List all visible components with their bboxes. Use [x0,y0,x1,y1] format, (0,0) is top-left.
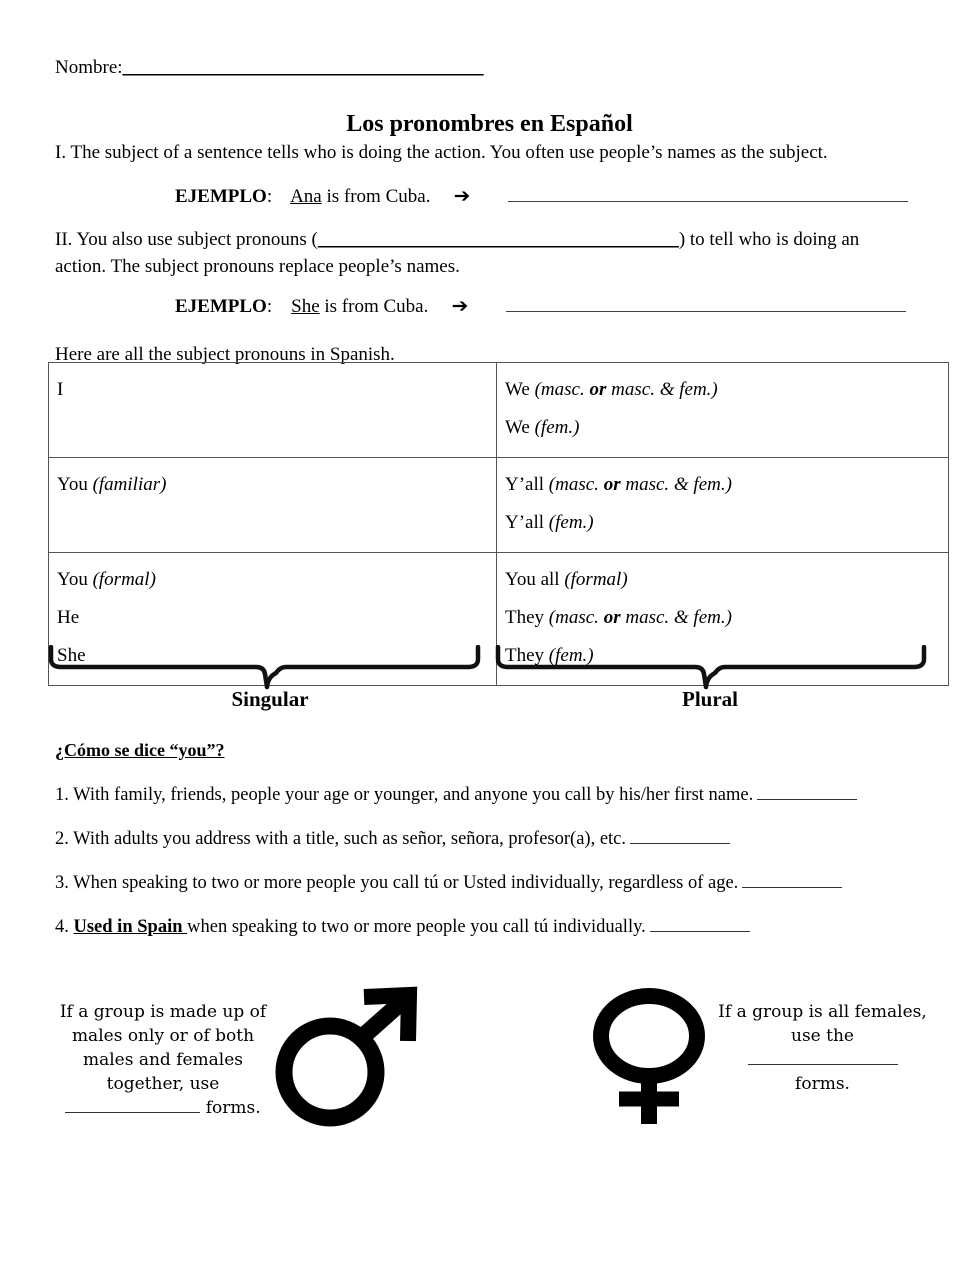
example-2-subject: She [291,296,320,317]
arrow-right-icon: ➔ [451,295,469,317]
table-cell-singular [49,363,497,458]
example-1-rest: is from Cuba. [321,186,431,207]
male-note-line-5: forms. [200,1098,261,1118]
pronoun-entry: You (familiar) [57,474,167,495]
list-item-answer-blank[interactable] [757,784,857,800]
pronoun-entry: We (masc. or masc. & fem.) [505,379,718,400]
paragraph-2-before: II. You also use subject pronouns ( [55,229,318,250]
group-braces [48,645,930,690]
list-item-number: 2. [55,829,74,849]
section-heading-como-se-dice: ¿Cómo se dice “you”? [55,740,225,760]
arrow-right-icon: ➔ [453,185,471,207]
list-item-text: With adults you address with a title, such as señor, señora, profesor(a), etc. [73,829,627,849]
name-blank[interactable]: ______________________________________ [122,57,484,78]
table-row [49,363,949,458]
singular-brace-icon [51,647,478,687]
plural-brace-icon [498,647,924,687]
female-note-line-3: forms. [795,1074,850,1094]
list-item-number: 4. [55,917,74,937]
example-line-1 [175,184,908,208]
list-item [55,916,750,938]
list-item-text: when speaking to two or more people you call tú individually. [187,917,646,937]
pronoun-table [48,362,949,686]
list-item-number: 3. [55,873,74,893]
pronoun-entry: You (formal) [57,569,156,590]
example-1-subject: Ana [290,186,322,207]
male-note-line-3: males and females [82,1050,244,1070]
female-note-blank[interactable] [748,1049,898,1065]
list-item-answer-blank[interactable] [742,872,842,888]
pronoun-entry: Y’all (fem.) [505,512,594,533]
list-item [55,828,730,850]
example-1-colon: : [266,186,273,207]
male-note-blank[interactable] [65,1097,200,1113]
name-label: Nombre: [55,57,123,78]
instruction-paragraph-1: I. The subject of a sentence tells who is doing the action. You often use people’s names as the subject. [55,142,828,163]
table-cell-plural [497,458,949,553]
pronoun-entry: He [57,607,80,628]
paragraph-2-blank[interactable]: ______________________________________ [317,229,679,250]
list-item-emphasis: Used in Spain [73,917,188,937]
example-2-rest: is from Cuba. [319,296,429,317]
example-2-answer-blank[interactable] [506,294,906,312]
paragraph-2-after: ) to tell who is doing an action. The subject pronouns replace people’s names. [55,229,860,277]
pronoun-entry: You all (formal) [505,569,628,590]
pronoun-entry: They (fem.) [505,645,594,666]
example-line-2 [175,294,906,318]
example-1-label: EJEMPLO [175,186,267,207]
list-item-answer-blank[interactable] [650,916,750,932]
list-item-text: When speaking to two or more people you call tú or Usted individually, regardless of age. [73,873,739,893]
female-group-note [715,1000,930,1096]
table-intro-text: Here are all the subject pronouns in Spanish. [55,344,395,365]
list-item-answer-blank[interactable] [630,828,730,844]
male-symbol-icon [272,986,420,1128]
list-item [55,784,857,806]
pronoun-entry: We (fem.) [505,417,580,438]
male-note-line-4: together, use [106,1074,220,1094]
table-row [49,458,949,553]
pronoun-entry: Y’all (masc. or masc. & fem.) [505,474,732,495]
list-item-number: 1. [55,785,74,805]
group-label-plural: Plural [682,687,738,711]
page-title: Los pronombres en Español [346,111,633,137]
pronoun-entry: I [57,379,64,400]
female-note-line-2: use the [791,1026,854,1046]
example-1-answer-blank[interactable] [508,184,908,202]
male-note-line-1: If a group is made up of [59,1002,267,1022]
example-2-label: EJEMPLO [175,296,267,317]
male-group-note [48,1000,278,1120]
list-item [55,872,842,894]
list-item-text: With family, friends, people your age or younger, and anyone you call by his/her first name. [73,785,754,805]
pronoun-entry: She [57,645,86,666]
example-2-colon: : [266,296,273,317]
female-note-line-1: If a group is all females, [718,1002,927,1022]
pronoun-entry: They (masc. or masc. & fem.) [505,607,732,628]
male-note-line-2: males only or of both [71,1026,255,1046]
instruction-paragraph-2 [55,226,915,280]
name-field [55,57,484,79]
table-cell-singular [49,458,497,553]
female-symbol-icon [592,988,710,1128]
group-label-singular: Singular [231,687,309,711]
table-cell-plural [497,363,949,458]
